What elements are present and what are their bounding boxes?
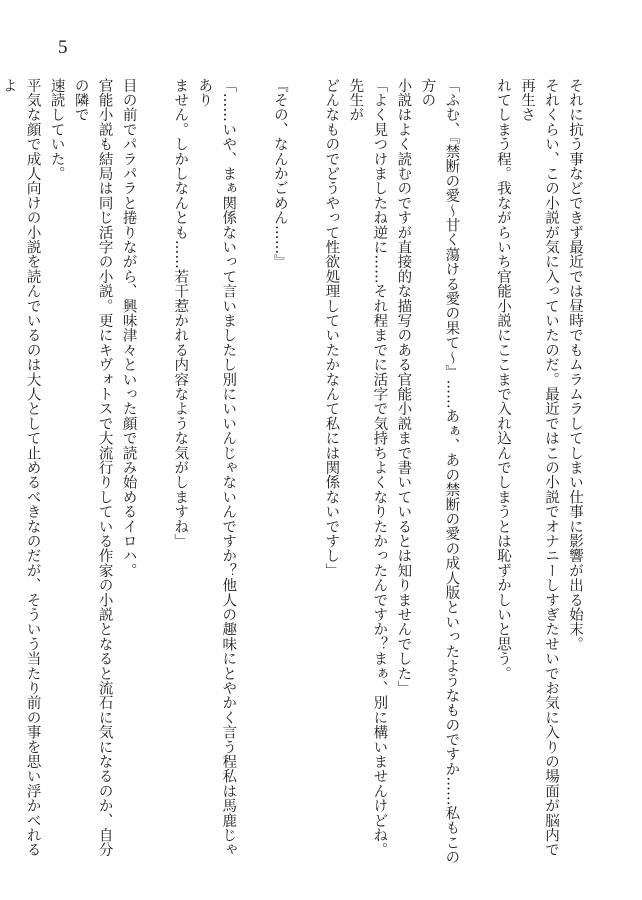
text-line: 「よく見つけましたね逆に……それ程までに活字で気持ちよくなりたかったんですか？まぁ、別に構いませんけどね。先生が — [347, 78, 388, 858]
text-line: それに抗う事などできず最近では昼時でもムラムラしてしまい仕事に影響が出る始末。 — [567, 78, 583, 652]
text-line: 官能小説も結局は同じ活字の小説。更にキヴォトスで大流行りしている作家の小説となると流石に気になるのか、自分の隣で — [72, 78, 113, 858]
text-line: れてしまう程。我ながらいち官能小説にここまで入れ込んでしまうとは恥ずかしいと思う。 — [495, 78, 511, 681]
text-line: ません。しかしなんとも……若干惹かれる内容なような気がしますね」 — [172, 78, 189, 549]
text-line: 平気な顔で成人向けの小説を読んでいるのは大人として止めるべきなのだが、そういう当たり前の事を思い浮かべれるよ — [0, 78, 41, 858]
text-line: 速読していた。 — [48, 78, 65, 181]
text-line: 目の前でパラパラと捲りながら、興味津々といった顔で読み始めるイロハ。 — [120, 78, 137, 578]
text-line: 「ふむ、『禁断の愛〜甘く蕩ける愛の果て〜』……あぁ、あの禁断の愛の成人版といったようなものですか……私もこの方の — [419, 78, 460, 865]
page-number: 5 — [58, 37, 68, 58]
novel-text-body — [0, 78, 587, 870]
text-line: 「……いや、まぁ関係ないって言いましたし別にいいんじゃないんですか？他人の趣味にとやかく言う程私は馬鹿じゃあり — [196, 78, 237, 858]
text-line: それくらい、この小説が気に入っていたのだ。最近ではこの小説でオナニーしすぎたせいでお気に入りの場面が脳内で再生さ — [519, 78, 559, 858]
text-line: 小説はよく読むのですが直接的な描写のある官能小説まで書いているとは知りませんでした」 — [395, 78, 412, 696]
text-line: 『その、なんかごめん……』 — [271, 78, 288, 270]
text-line: どんなものでどうやって性欲処理していたかなんて私には関係ないですし」 — [323, 78, 340, 578]
